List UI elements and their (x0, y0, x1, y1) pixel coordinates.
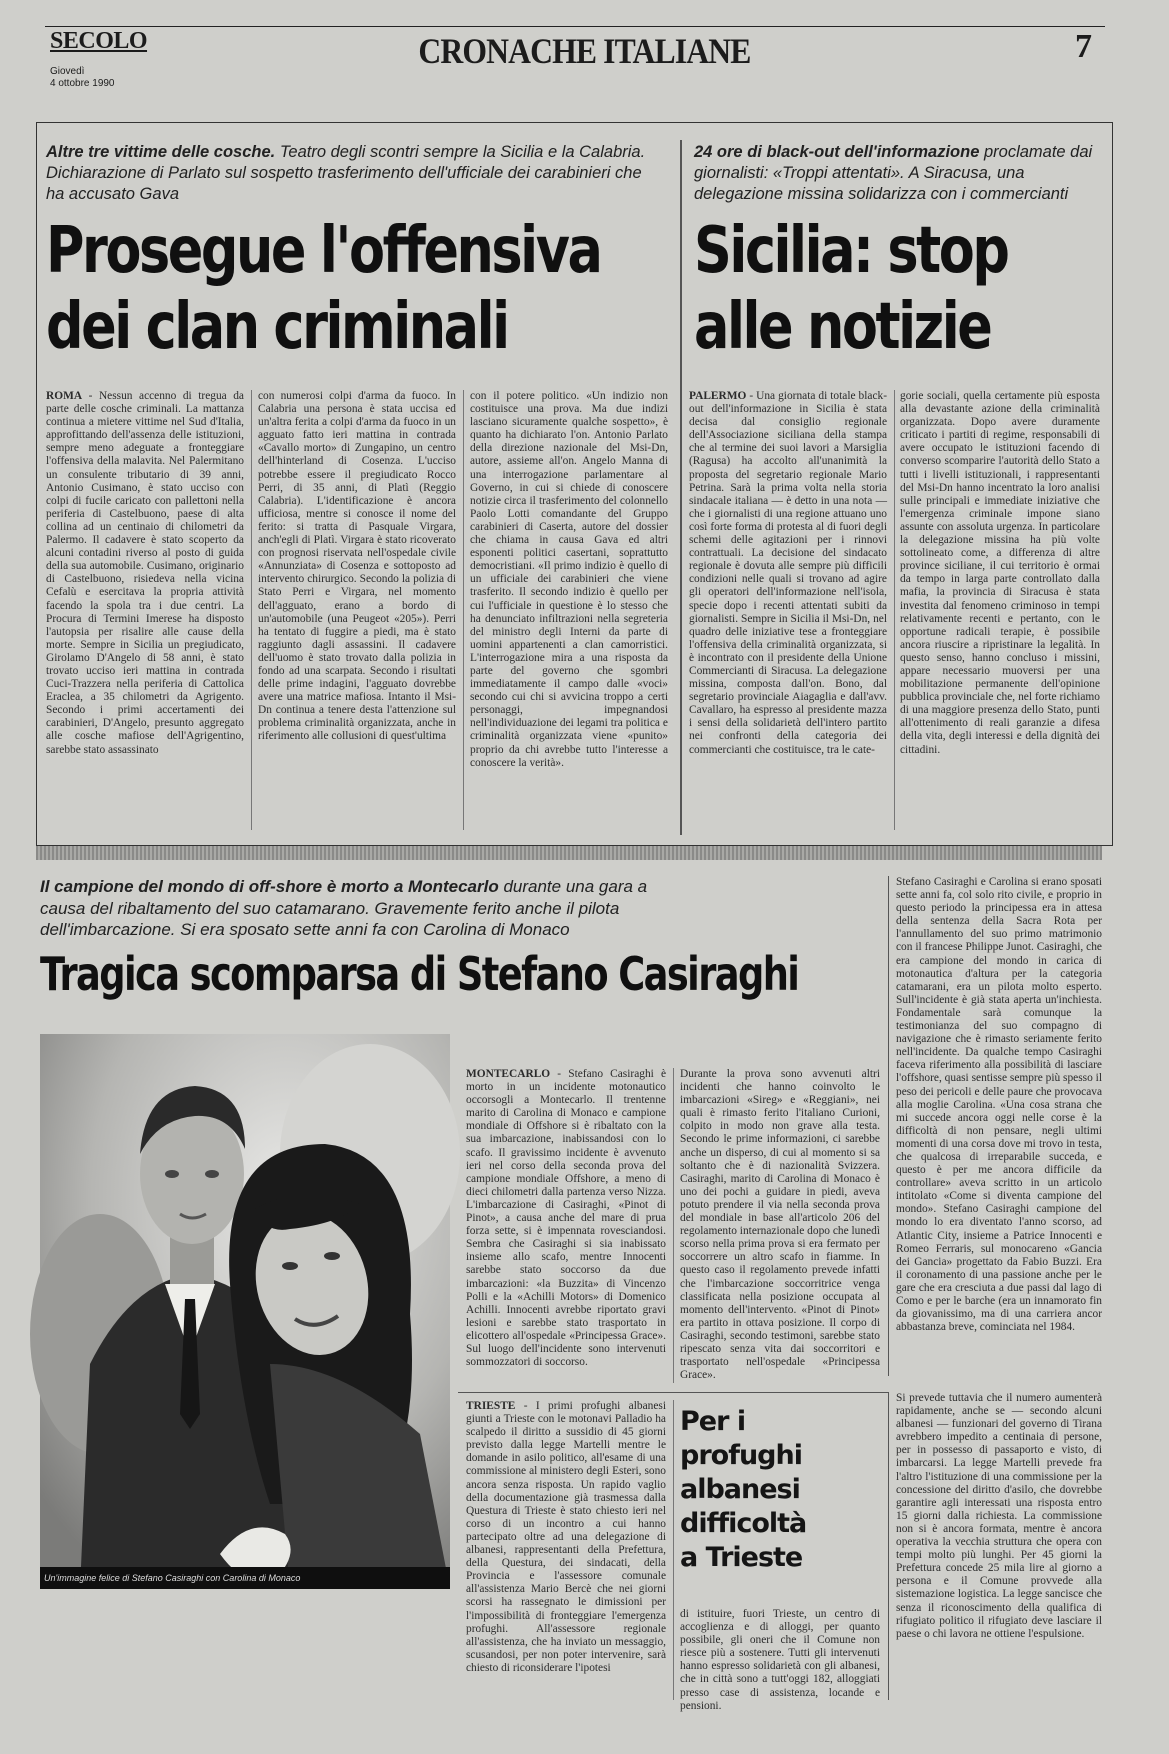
article1-kicker-text: Teatro degli scontri sempre la Sicilia e la Calabria. Dichiarazione di Parlato sul sospetto trasferimento dell'ufficiale dei carabinieri che ha accusato Gava (46, 143, 646, 203)
article3-column-1: MONTECARLO - Stefano Casiraghi è morto in un incidente motonautico occorsogli a Montecarlo. Il trentenne marito di Carolina di Monaco e campione mondiale di Offshore si è ribaltato con la sua imbarcazione, inabissandosi con lo scafo. Il gravissimo incidente è avvenuto ieri nel corso della seconda prova del campione mondiale Offshore, a meno di dieci chilometri dalla partenza verso Nizza. L'imbarcazione di Casiraghi, «Pinot di Pinot», a causa anche del mare di prua forza sette, si è impennata rovesciandosi. Sembra che Casiraghi si sia inabissato insieme allo scafo, mentre Innocenti sarebbe stato soccorso da due imbarcazioni: «la Buzzita» di Vincenzo Polli e la «Achilli Motors» di Domenico Achilli. Innocenti avrebbe riportato gravi lesioni e sarebbe stato trasportato in elicottero all'ospedale «Principessa Grace». Sul luogo dell'incidente sono intervenuti sommozzatori di soccorso. (466, 1068, 666, 1369)
article3-right-divider (888, 876, 889, 1376)
article1-column-1: ROMA - Nessun accenno di tregua da parte delle cosche criminali. La mattanza continua a mietere vittime nel Sud d'Italia, approfittando dell'assenza delle istituzioni, sempre meno adeguate a fronteggiare l'offensiva della malavita. Nel Palermitano un consulente tributario di 39 anni, Antonio Cusimano, è stato ucciso con colpi di fucile caricato con pallettoni nella periferia di Castelbuono, paese di alta collina ad un centinaio di chilometri da Palermo. Il cadavere è stato scoperto da alcuni contadini riverso al posto di guida della sua automobile. Cusimano, originario di Castelbuono, risiedeva nella vicina Cefalù e esercitava la propria attività facendo la spola tra i due centri. La Procura di Termini Imerese ha disposto l'autopsia per risalire alle cause della morte. Sempre in Sicilia un pregiudicato, Girolamo D'Angelo di 58 anni, è stato trovato ucciso ieri mattina in contrada Cuci-Trazzera nella periferia di Cattolica Eraclea, a 35 chilometri da Agrigento. Secondo i primi accertamenti dei carabinieri, D'Angelo, presunto aggregato alle cosche mafiose dell'Agrigentino, sarebbe stato assassinato (46, 390, 244, 756)
article3-headline: Tragica scomparsa di Stefano Casiraghi (40, 947, 799, 1001)
article3-divider (673, 1068, 674, 1383)
masthead (0, 0, 1169, 100)
article2-kicker-text: proclamate dai giornalisti: «Troppi attentati». A Siracusa, una delegazione missina solidarizza con i commercianti (694, 143, 1093, 203)
article4-divider-1 (673, 1400, 674, 1700)
article4-col1-text: I primi profughi albanesi giunti a Trieste con le motonavi Palladio ha scalpedo il diritto a sussidio di 45 giorni previsto dalla legge Martelli mentre le domande in asilo politico, all'esame di una commissione al ministero degli Esteri, sono ancora senza risposta. Un rapido vaglio della documentazione già trasmessa dalla Questura di Trieste è stato chiesto ieri nel corso di un incontro a cui hanno partecipato oltre ad una delegazione di albanesi, rappresentanti della Prefettura, della Questura, dei sindacati, della Provincia e l'assessore comunale all'assistenza Mario Bercè che nei giorni scorsi ha rassegnato le dimissioni per l'impossibilità di fronteggiare l'emergenza profughi. All'assessore regionale all'assistenza, che ha inviato un messaggio, scusandosi, per non poter intervenire, sarà chiesto di riconsiderare l'ipotesi (466, 1400, 666, 1674)
article1-divider-1 (251, 390, 252, 830)
dateline-montecarlo: MONTECARLO (466, 1068, 551, 1080)
article3-kicker-text: durante una gara a causa del ribaltamento del suo catamarano. Gravemente ferito anche il pilota dell'imbarcazione. Si era sposato sette anni fa con Carolina di Monaco (40, 877, 648, 939)
article4-top-rule (458, 1392, 888, 1393)
article2-headline-line1: Sicilia: stop (694, 214, 1008, 288)
article1-headline-line2: dei clan criminali (46, 290, 508, 364)
article1-col2-text: con numerosi colpi d'arma da fuoco. In Calabria una persona è stata uccisa ed un'altra ferita a colpi d'arma da fuoco in un agguato fatto ieri mattina in contrada «Cavallo morto» di Zungapino, un centro dell'hinterland di Cosenza. L'ucciso potrebbe essere il pregiudicato Rocco Perri, di 35 anni, di Platì (Reggio Calabria). L'identificazione è ancora ufficiosa, mentre si conosce il nome del ferito: si tratta di Pasquale Virgara, anch'egli di Platì. Virgara è stato ricoverato con prognosi riservata nell'ospedale civile «Annunziata» di Cosenza e sottoposto ad intervento chirurgico. Secondo la polizia di Stato Perri e Virgara, nel momento dell'agguato, erano a bordo di un'automobile (una Peugeot «205»). Perri ha tentato di fuggire a piedi, ma è stato raggiunto dagli assassini. Il cadavere dell'uomo è stato trovato dalla polizia in fondo ad una scarpata. Secondo i risultati delle prime indagini, l'agguato dovrebbe avere una matrice mafiosa. Intanto il Msi-Dn continua a tenere desta l'attenzione sul problema criminalità organizzata, anche in riferimento alle collusioni di quest'ultima (258, 390, 456, 743)
article4-col3-text: Si prevede tuttavia che il numero aumenterà rapidamente, anche se — secondo alcuni albanesi — funzionari del governo di Tirana avrebbero impedito a centinaia di persone, per in possesso di passaporto e visto, di imbarcarsi. La legge Martelli prevede fra l'altro l'istituzione di una commissione per la concessione del diritto d'asilo, che dovrebbe garantire agli interessati una risposta entro 15 giorni dalla richiesta. La commissione non si è ancora formata, mentre è ancora operativa la vecchia struttura che opera con tempi molto più lunghi. Per 45 giorni la Prefettura concede 25 mila lire al giorno a persona e il Comune provvede alla sistemazione logistica. La legge sancisce che senza il riconoscimento della qualifica di rifugiato politico il rifugiato deve lasciare il paese o chi lavora ne ottiene l'espulsione. (896, 1392, 1102, 1640)
article3-kicker (40, 876, 680, 941)
article3-col3-text: Stefano Casiraghi e Carolina si erano sposati sette anni fa, col solo rito civile, e proprio in questo periodo la principessa era in attesa della sentenza della Sacra Rota per l'annullamento del suo primo matrimonio con il francese Philippe Junot. Casiraghi, che era campione del mondo in carica di motonautica d'altura per la categoria catamarani, era un pilota molto esperto. Sull'incidente è già stata aperta un'inchiesta. Fondamentale sarà comunque la testimonianza del suo compagno di navigazione che è rimasto seriamente ferito nell'incidente. Da qualche tempo Casiraghi faceva riferimento alla possibilità di lasciare l'offshore, quasi sentisse sempre più spesso il peso dei pericoli e delle paure che provocava alla moglie Carolina. «Una cosa strana che mi succede ancora oggi nelle corse è la difficoltà di non pensare, negli ultimi momenti di una corsa dove mi trovo in testa, che qualcosa di irreparabile succeda, e questo è per me ancora difficile da controllare» aveva scritto in un articolo intitolato «Come si diventa campione del mondo». Stefano Casiraghi campione del mondo lo era diventato l'anno scorso, ad Atlantic City, insieme a Patrice Innocenti e Romeo Ferraris, sul monocareno «Gancia dei Gancia» progettato da Fabio Buzzi. Era il coronamento di una passione anche per le gare che era cresciuta a due passi dal lago di Como e per le barche (era un innamorato fin da giovanissimo, ma di una carriera ancor abbastanza breve, cominciata nel 1984. (896, 876, 1102, 1334)
article2-col2-text: gorie sociali, quella certamente più esposta alla devastante azione della criminalità organizzata. Dopo avere duramente criticato i partiti di regime, responsabili di avere occupato le istituzioni facendo di converso scomparire l'autorità dello Stato a tutti i livelli istituzionali, i rappresentanti del Msi-Dn hanno incentrato la loro analisi sulle principali e immediate iniziative che l'emergenza criminale impone siano assunte con assoluta urgenza. In particolare la delegazione missina ha più volte sottolineato come, a differenza di altre province siciliane, il cui territorio è ormai da tempo in larga parte controllato dalla mafia, la provincia di Siracusa è stata investita dal fenomeno criminoso in tempi relativamente recenti e pertanto, con le opportune radicali terapie, è possibile ancora riuscire a ripristinare la legalità. In questo senso, hanno concluso i missini, appare necessario muoversi per una mobilitazione permanente dell'opinione pubblica provinciale che, nel forte richiamo di una maggiore presenza dello Stato, punti all'ottenimento di reali garanzie a difesa della vita, degli interessi e della dignità dei cittadini. (900, 390, 1100, 756)
section-title: CRONACHE ITALIANE (418, 31, 751, 71)
article1-col1-text: Nessun accenno di tregua da parte delle cosche criminali. La mattanza continua a mietere vittime nel Sud d'Italia, approfittando dell'assenza delle istituzioni, sempre meno adeguate a fronteggiare l'offensiva della malavita. Nel Palermitano un consulente tributario di 39 anni, Antonio Cusimano, è stato ucciso con colpi di fucile caricato con pallettoni nella periferia di Castelbuono, paese di alta collina ad un centinaio di chilometri da Palermo. Il cadavere è stato scoperto da alcuni contadini riverso al posto di guida della sua automobile. Cusimano, originario di Castelbuono, risiedeva nella vicina Cefalù e esercitava la propria attività facendo la spola tra i due centri. La Procura di Termini Imerese ha disposto l'autopsia per risalire alle cause della morte. Sempre in Sicilia un pregiudicato, Girolamo D'Angelo di 58 anni, è stato trovato ucciso ieri mattina in contrada Cuci-Trazzera nella periferia di Cattolica Eraclea, a 35 chilometri da Agrigento. Secondo i primi accertamenti dei carabinieri, D'Angelo, presunto aggregato alle cosche mafiose dell'Agrigentino, sarebbe stato assassinato (46, 390, 244, 756)
article1-column-3 (470, 390, 668, 830)
section-band (36, 846, 1102, 860)
masthead-date: 4 ottobre 1990 (50, 78, 115, 89)
article1-col3-text: con il potere politico. «Un indizio non costituisce una prova. Ma due indizi lasciano sicuramente qualche sospetto», è quanto ha dichiarato l'on. Antonio Parlato della direzione nazionale del Msi-Dn, autore, assieme all'on. Angelo Manna di una interrogazione parlamentare al Governo, in cui si chiede di conoscere notizie circa il trasferimento del colonnello Paolo Lotti comandante del Gruppo carabinieri di Caserta, autore del dossier che chiama in causa Gava ed altri esponenti politici casertani, soprattutto democristiani. «Il primo indizio è quello di un ufficiale dei carabinieri che viene trasferito. Il secondo indizio è quello per cui l'ufficiale in questione è lo stesso che ha denunciato infiltrazioni nella segreteria del ministro degli Interni da parte di uomini appartenenti a clan camorristici. L'interrogazione mira a una risposta da parte del governo che sgombri immediatamente il campo dalle «voci» secondo cui chi si avvicina troppo a certi personaggi, impegnandosi nell'individuazione dei legami tra politica e criminalità organizzata viene «punito» proprio da chi avrebbe tutto l'interesse a conoscere la verità». (470, 390, 668, 769)
article1-headline-line1: Prosegue l'offensiva (46, 214, 601, 288)
article2-column-2 (900, 390, 1100, 830)
article4-divider-2 (888, 1392, 889, 1700)
dateline-trieste: TRIESTE (466, 1400, 516, 1412)
article2-kicker (694, 142, 1099, 205)
article1-divider-2 (463, 390, 464, 830)
article2-kicker-bold: 24 ore di black-out dell'informazione (694, 143, 980, 161)
article2-col1-text: Una giornata di totale black-out dell'informazione in Sicilia è stata decisa dal consiglio regionale dell'Associazione siciliana della stampa che al termine dei suoi lavori a Marsiglia (Ragusa) ha accolto all'unanimità la proposta del segretario regionale Mario Petrina. Sarà la prima volta nella storia sindacale italiana — è detto in una nota — che i giornalisti di una regione attuano uno così forte forma di protesta al di fuori degli schemi delle agitazioni per i rinnovi contrattuali. La decisione del sindacato regionale è dovuta alle sempre più difficili condizioni nelle quali si trovano ad agire gli operatori dell'informazione nell'isola, specie dopo i recenti attentati subiti da giornalisti. Sempre in Sicilia il Msi-Dn, nel quadro delle iniziative tese a fronteggiare l'offensiva della criminalità organizzata, si è incontrato con il presidente della Unione Commercianti di Siracusa. La delegazione missina, composta dall'on. Bono, dal segretario provinciale Aiagaglia e dall'avv. Cavallaro, ha espresso al presidente mazza i sensi della solidarietà dell'intero partito nei confronti della categoria dei commercianti che costituisce, tra le cate- (689, 390, 887, 756)
masthead-day: Giovedì (50, 66, 85, 77)
article1-kicker (46, 142, 646, 205)
dateline-palermo: PALERMO (689, 390, 747, 402)
photo-caption: Un'immagine felice di Stefano Casiraghi con Carolina di Monaco (40, 1567, 450, 1589)
article3-col1-text: Stefano Casiraghi è morto in un incidente motonautico occorsogli a Montecarlo. Il trentenne marito di Carolina di Monaco e campione mondiale di Offshore si è ribaltato con la sua imbarcazione, inabissandosi con lo scafo. Il gravissimo incidente è avvenuto ieri nel corso della seconda prova del campione mondiale Offshore, a meno di dieci chilometri dalla partenza verso Nizza. L'imbarcazione di Casiraghi, «Pinot di Pinot», a causa anche del mare di prua forza sette, si è impennata rovesciandosi. Sembra che Casiraghi si sia inabissato insieme allo scafo, mentre Innocenti sarebbe stato soccorso da due imbarcazioni: «la Buzzita» di Vincenzo Polli e la «Achilli Motors» di Domenico Achilli. Innocenti avrebbe riportato gravi lesioni e sarebbe stato trasportato in elicottero all'ospedale «Principessa Grace». Sul luogo dell'incidente sono intervenuti sommozzatori di soccorso. (466, 1068, 666, 1369)
casiraghi-photo (40, 1034, 450, 1589)
dateline-roma: ROMA (46, 390, 83, 402)
article3-kicker-bold: Il campione del mondo di off-shore è morto a Montecarlo (40, 877, 499, 896)
article4-col2-text: di istituire, fuori Trieste, un centro di accoglienza e di alloggi, per quanto possibile, gli oneri che il Comune non riesce più a sostenere. Tutti gli intervenuti hanno espresso solidarietà con gli albanesi, che in città sono a tutt'oggi 182, alloggiati presso case di assistenza, locande e pensioni. (680, 1608, 880, 1712)
masthead-rule (45, 26, 1105, 27)
couple-photo-illustration (40, 1034, 450, 1589)
paper-name: SECOLO (50, 28, 148, 54)
article1-kicker-bold: Altre tre vittime delle cosche. (46, 143, 276, 161)
article2-column-1: PALERMO - Una giornata di totale black-out dell'informazione in Sicilia è stata decisa dal consiglio regionale dell'Associazione siciliana della stampa che al termine dei suoi lavori a Marsiglia (Ragusa) ha accolto all'unanimità la proposta del segretario regionale Mario Petrina. Sarà la prima volta nella storia sindacale italiana — è detto in una nota — che i giornalisti di una regione attuano uno così forte forma di protesta al di fuori degli schemi delle agitazioni per i rinnovi contrattuali. La decisione del sindacato regionale è dovuta alle sempre più difficili condizioni nelle quali si trovano ad agire gli operatori dell'informazione nell'isola, specie dopo i recenti attentati subiti da giornalisti. Sempre in Sicilia il Msi-Dn, nel quadro delle iniziative tese a fronteggiare l'offensiva della criminalità organizzata, si è incontrato con il presidente della Unione Commercianti di Siracusa. La delegazione missina, composta dall'on. Bono, dal segretario provinciale Aiagaglia e dall'avv. Cavallaro, ha espresso al presidente mazza i sensi della solidarietà dell'intero partito nei confronti della categoria dei commercianti che costituisce, tra le cate- (689, 390, 887, 756)
article2-divider (894, 390, 895, 830)
articles-separator (680, 140, 682, 835)
page-number: 7 (1075, 28, 1092, 65)
article2-headline-line2: alle notizie (694, 290, 991, 364)
article4-headline: Per i profughi albanesi difficoltà a Trieste (680, 1406, 807, 1573)
article3-column-2 (680, 1068, 880, 1383)
article4-column-1: TRIESTE - I primi profughi albanesi giunti a Trieste con le motonavi Palladio ha scalpedo il diritto a sussidio di 45 giorni previsto dalla legge Martelli mentre le domande in asilo politico, all'esame di una commissione al ministero degli Esteri, sono ancora senza risposta. Un rapido vaglio della documentazione già trasmessa dalla Questura di Trieste è stato chiesto ieri nel corso di un incontro a cui hanno partecipato oltre ad una delegazione di albanesi, rappresentanti della Prefettura, della Questura, dei sindacati, della Provincia e l'assessore comunale all'assistenza Mario Bercè che nei giorni scorsi ha rassegnato le dimissioni per l'impossibilità di fronteggiare l'emergenza profughi. All'assessore regionale all'assistenza, che ha inviato un messaggio, scusandosi, per non poter intervenire, sarà chiesto di riconsiderare l'ipotesi (466, 1400, 666, 1674)
article1-column-2 (258, 390, 456, 830)
article3-col2-text: Durante la prova sono avvenuti altri incidenti che hanno coinvolto le imbarcazioni «Sireg» e «Reggiani», nei quali è rimasto ferito l'italiano Curioni, colpito in modo non grave alla testa. Secondo le prime informazioni, ci sarebbe anche un disperso, di cui al momento si sa soltanto che è di nazionalità Svizzera. Casiraghi, marito di Carolina di Monaco è uno dei pochi a guidare in piedi, aveva potuto prendere il via nella seconda prova del mondiale in base all'articolo 206 del regolamento internazionale dopo che lunedì scorso nella prima prova si era fermato per soccorrere un altro scafo in fiamme. In questo caso il regolamento prevede infatti che l'imbarcazione soccorritrice venga classificata nella posizione occupata al momento dell'intervento. «Pinot di Pinot» era partito in ottava posizione. Il corpo di Casiraghi, secondo testimoni, sarebbe stato ripescato senza vita dai soccorritori e trasportato nell'ospedale «Principessa Grace». (680, 1068, 880, 1382)
article4-column-3 (896, 1392, 1102, 1700)
article3-column-3 (896, 876, 1102, 1376)
article4-column-2 (680, 1608, 880, 1712)
